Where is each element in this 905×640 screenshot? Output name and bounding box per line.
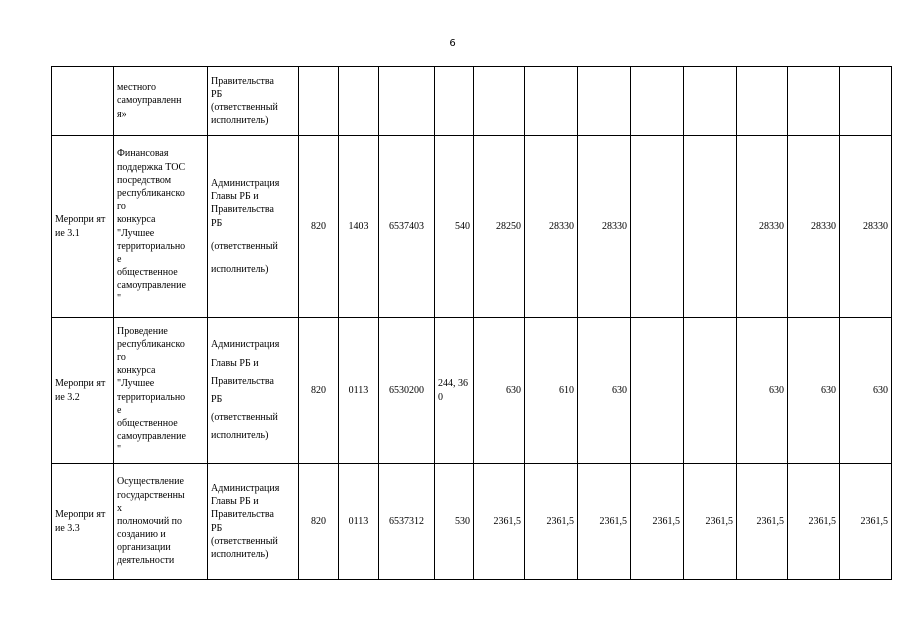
value-cell <box>684 318 737 464</box>
value-cell <box>788 67 840 136</box>
value-cell: 28250 <box>474 136 525 318</box>
vr-code <box>435 67 474 136</box>
csr-code <box>379 67 435 136</box>
value-cell <box>525 67 578 136</box>
page-number: 6 <box>449 38 456 49</box>
value-cell: 2361,5 <box>525 464 578 580</box>
value-cell: 2361,5 <box>840 464 892 580</box>
value-cell: 630 <box>578 318 631 464</box>
value-cell: 2361,5 <box>737 464 788 580</box>
rzpr-code: 1403 <box>339 136 379 318</box>
grbs-code: 820 <box>299 318 339 464</box>
table-row <box>52 318 892 464</box>
rzpr-code: 0113 <box>339 464 379 580</box>
event-label: Меропри ятие 3.3 <box>52 464 114 580</box>
value-cell: 28330 <box>840 136 892 318</box>
budget-table <box>51 66 892 580</box>
vr-code: 530 <box>435 464 474 580</box>
table-row <box>52 136 892 318</box>
table-row <box>52 464 892 580</box>
value-cell: 28330 <box>788 136 840 318</box>
value-cell: 630 <box>474 318 525 464</box>
csr-code: 6530200 <box>379 318 435 464</box>
responsible-executor: Администрация Главы РБ и Правительства РБ (ответственный исполнитель) <box>208 136 299 318</box>
value-cell: 630 <box>840 318 892 464</box>
event-label: Меропри ятие 3.2 <box>52 318 114 464</box>
value-cell <box>474 67 525 136</box>
value-cell: 2361,5 <box>788 464 840 580</box>
rzpr-code <box>339 67 379 136</box>
responsible-executor: Администрация Главы РБ и Правительства РБ (ответственный исполнитель) <box>208 318 299 464</box>
event-label <box>52 67 114 136</box>
csr-code: 6537312 <box>379 464 435 580</box>
value-cell <box>684 136 737 318</box>
event-name: местного самоуправленн я» <box>114 67 208 136</box>
value-cell: 2361,5 <box>474 464 525 580</box>
grbs-code: 820 <box>299 136 339 318</box>
value-cell: 2361,5 <box>631 464 684 580</box>
value-cell <box>737 67 788 136</box>
value-cell: 28330 <box>578 136 631 318</box>
value-cell: 28330 <box>525 136 578 318</box>
event-name: Осуществление государственны х полномочий по созданию и организации деятельности <box>114 464 208 580</box>
table-row <box>52 67 892 136</box>
grbs-code <box>299 67 339 136</box>
value-cell <box>631 67 684 136</box>
grbs-code: 820 <box>299 464 339 580</box>
value-cell: 630 <box>737 318 788 464</box>
event-name: Финансовая поддержка ТОС посредством республиканско го конкурса "Лучшее территориально е общественное самоуправление " <box>114 136 208 318</box>
event-label: Меропри ятие 3.1 <box>52 136 114 318</box>
value-cell: 2361,5 <box>578 464 631 580</box>
vr-code: 244, 360 <box>435 318 474 464</box>
value-cell: 630 <box>788 318 840 464</box>
vr-code: 540 <box>435 136 474 318</box>
rzpr-code: 0113 <box>339 318 379 464</box>
value-cell <box>631 136 684 318</box>
value-cell: 2361,5 <box>684 464 737 580</box>
value-cell <box>684 67 737 136</box>
value-cell <box>578 67 631 136</box>
responsible-executor: Правительства РБ (ответственный исполнитель) <box>208 67 299 136</box>
value-cell: 610 <box>525 318 578 464</box>
value-cell: 28330 <box>737 136 788 318</box>
event-name: Проведение республиканско го конкурса "Лучшее территориально е общественное самоуправление " <box>114 318 208 464</box>
value-cell <box>840 67 892 136</box>
responsible-executor: Администрация Главы РБ и Правительства РБ (ответственный исполнитель) <box>208 464 299 580</box>
value-cell <box>631 318 684 464</box>
csr-code: 6537403 <box>379 136 435 318</box>
